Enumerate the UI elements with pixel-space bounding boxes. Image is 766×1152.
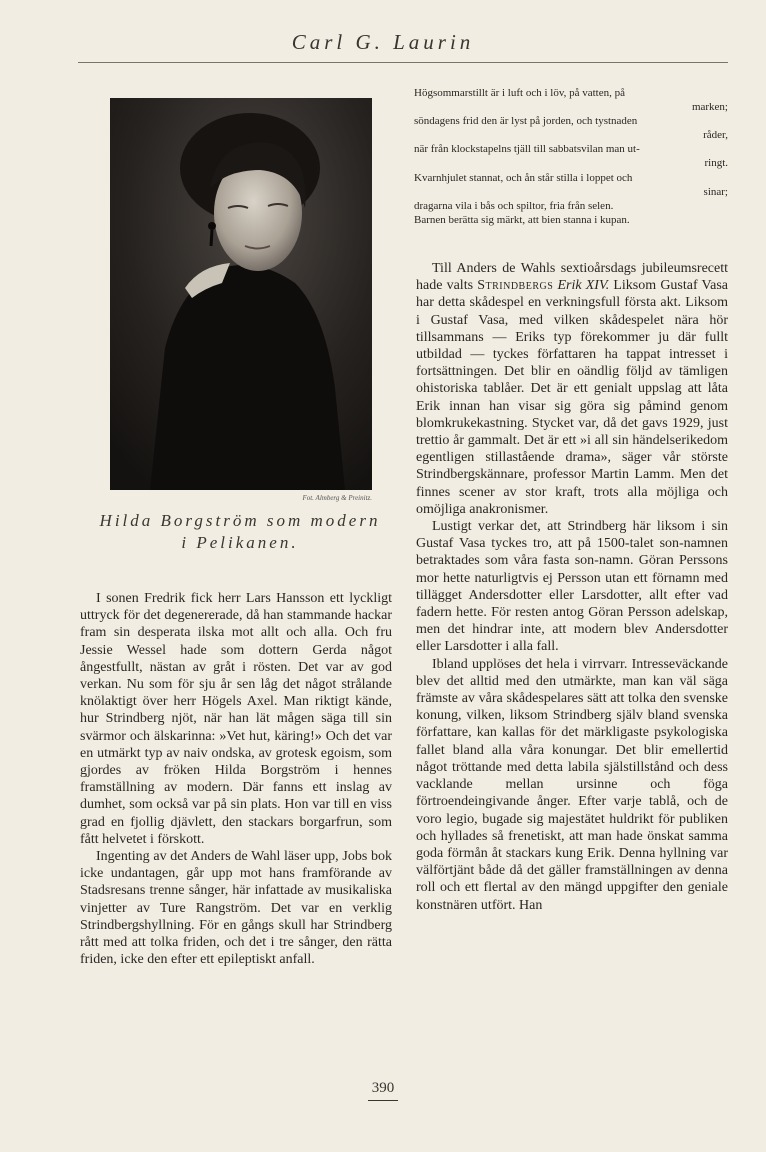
poem-line: Barnen berätta sig märkt, att bien stanna i kupan.: [414, 213, 630, 226]
left-column: [80, 590, 392, 968]
poem-line: när från klockstapelns tjäll till sabbatsvilan man ut- ringt.: [414, 143, 728, 170]
portrait-photo: [110, 98, 372, 490]
paragraph: Lustigt verkar det, att Strindberg här liksom i sin Gustaf Vasa tyckes tro, att på 1500-talet son-namnen betraktades som våra fasta son-namn. Göran Perssons mor hette naturligtvis ej Persson utan ett förnamn med tillägget Andersdotter eller Larsdotter, allt efter vad fadern hette. För resten antog Göran Persson adelskap, men det hindrar inte, att modern blev Andersdotter eller Larsdotter i alla fall.: [416, 519, 728, 655]
paragraph: Ingenting av det Anders de Wahl läser upp, Jobs bok icke undantagen, går upp mot hans framförande av Stadsresans trenne sånger, här infattade av musikaliska vinjetter av Ture Rangström. Det var en verklig Strindbergshyllning. För en gångs skull har Strindberg rått med att tolka friden, och det i tre sånger, den rätta friden, icke den efter ett epileptiskt anfall.: [80, 849, 392, 968]
paragraph: Till Anders de Wahls sextioårsdags jubileumsrecett hade valts Strindbergs Erik XIV. Liksom Gustaf Vasa har detta skådespel en verkningsfull första akt. Liksom i Gustaf Vasa, med vilken skådespelet nära hör tillsammans — Eriks typ förekommer ju där fullt utbildad — tyckes författaren ha tappat intresset i fortsättningen. Det blir en oändlig följd av tämligen ohistoriska tablåer. Det är ett genialt uppslag att låta Erik innan han visar sig göra sig påmind genom blomkrukekastning. Stycket var, då det gavs 1929, just trettio år gammalt. Det är ett »i all sin händelserikedom egentligen stillastående drama», säger vår störste Strindbergskännare, professor Martin Lamm. Men det finnes scener av stor kraft, trots alla möjliga och omöjliga anakronismer.: [416, 261, 728, 517]
page-number: 390: [371, 1080, 395, 1096]
poem-excerpt: [414, 86, 728, 227]
page-number-underline: [368, 1100, 398, 1101]
poem-line: Kvarnhjulet stannat, och ån står stilla i loppet och sinar;: [414, 171, 728, 198]
play-title: Erik XIV.: [557, 278, 610, 294]
paragraph: I sonen Fredrik fick herr Lars Hansson ett lyckligt uttryck för det degenererade, då han stammande hackar fram sin desperata ilska mot allt och alla. Och fru Jessie Wessel hade som dottern Gerda något ångestfullt, nästan av gråt i rösten. Det var av god verkan. Nu som för sju år sen låg det något strålande knölaktigt över herr Högels Axel. Man riktigt kände, hur Strindberg njöt, när han lät mågen säga till sin svärmor och älskarinna: »Vet hut, käring!» Och det var en utmärkt typ av naiv ondska, av grotesk egoism, som gjordes av fröken Hilda Borgström i hennes framställning av modern. Där fanns ett inslag av dumhet, som också var på sin plats. Hon var till en viss grad en fjollig djävlett, den stackars borgarfrun, som fått helvetet i förskott.: [80, 591, 392, 847]
header-rule: [78, 62, 728, 63]
paragraph: Ibland upplöses det hela i virrvarr. Intresseväckande blev det alltid med den utmärkte, man kan väl säga främste av våra skådespelares sätt att tolka den svenske konung, vilken, liksom Strindberg själv bland svenska författare, kan kallas för det märkligaste psykologiska fallet bland alla våra konungar. Det blir emellertid något tröttande med detta labila själstillstånd och dess vacklande mellan ursinne och föga förtroendeingivande ånger. Efter varje tablå, och de voro legio, bugade sig majestätet huldrikt för publiken och hyllades så frenetiskt, att man hade önskat samma goda förmån åt stackars kung Erik. Denna hyllning var välförtjänt både då det gäller framställningen av denna roll och ett flertal av den mängd uppgifter den geniale konstnären utfört. Han: [416, 656, 728, 913]
caption-line-2: i Pelikanen.: [181, 533, 299, 552]
poem-line: dragarna vila i bås och spiltor, fria från selen.: [414, 199, 614, 212]
poem-line: Högsommarstillt är i luft och i löv, på vatten, på marken;: [414, 87, 728, 114]
author-name: Strindbergs: [477, 278, 554, 294]
portrait-image: [110, 98, 372, 490]
caption-line-1: Hilda Borgström som modern: [99, 511, 381, 530]
poem-line: söndagens frid den är lyst på jorden, och tystnaden råder,: [414, 115, 728, 142]
photo-caption: [80, 510, 400, 554]
photo-credit: Fot. Almberg & Preinitz.: [302, 494, 372, 502]
right-column: [416, 260, 728, 914]
running-header: Carl G. Laurin: [291, 30, 475, 54]
